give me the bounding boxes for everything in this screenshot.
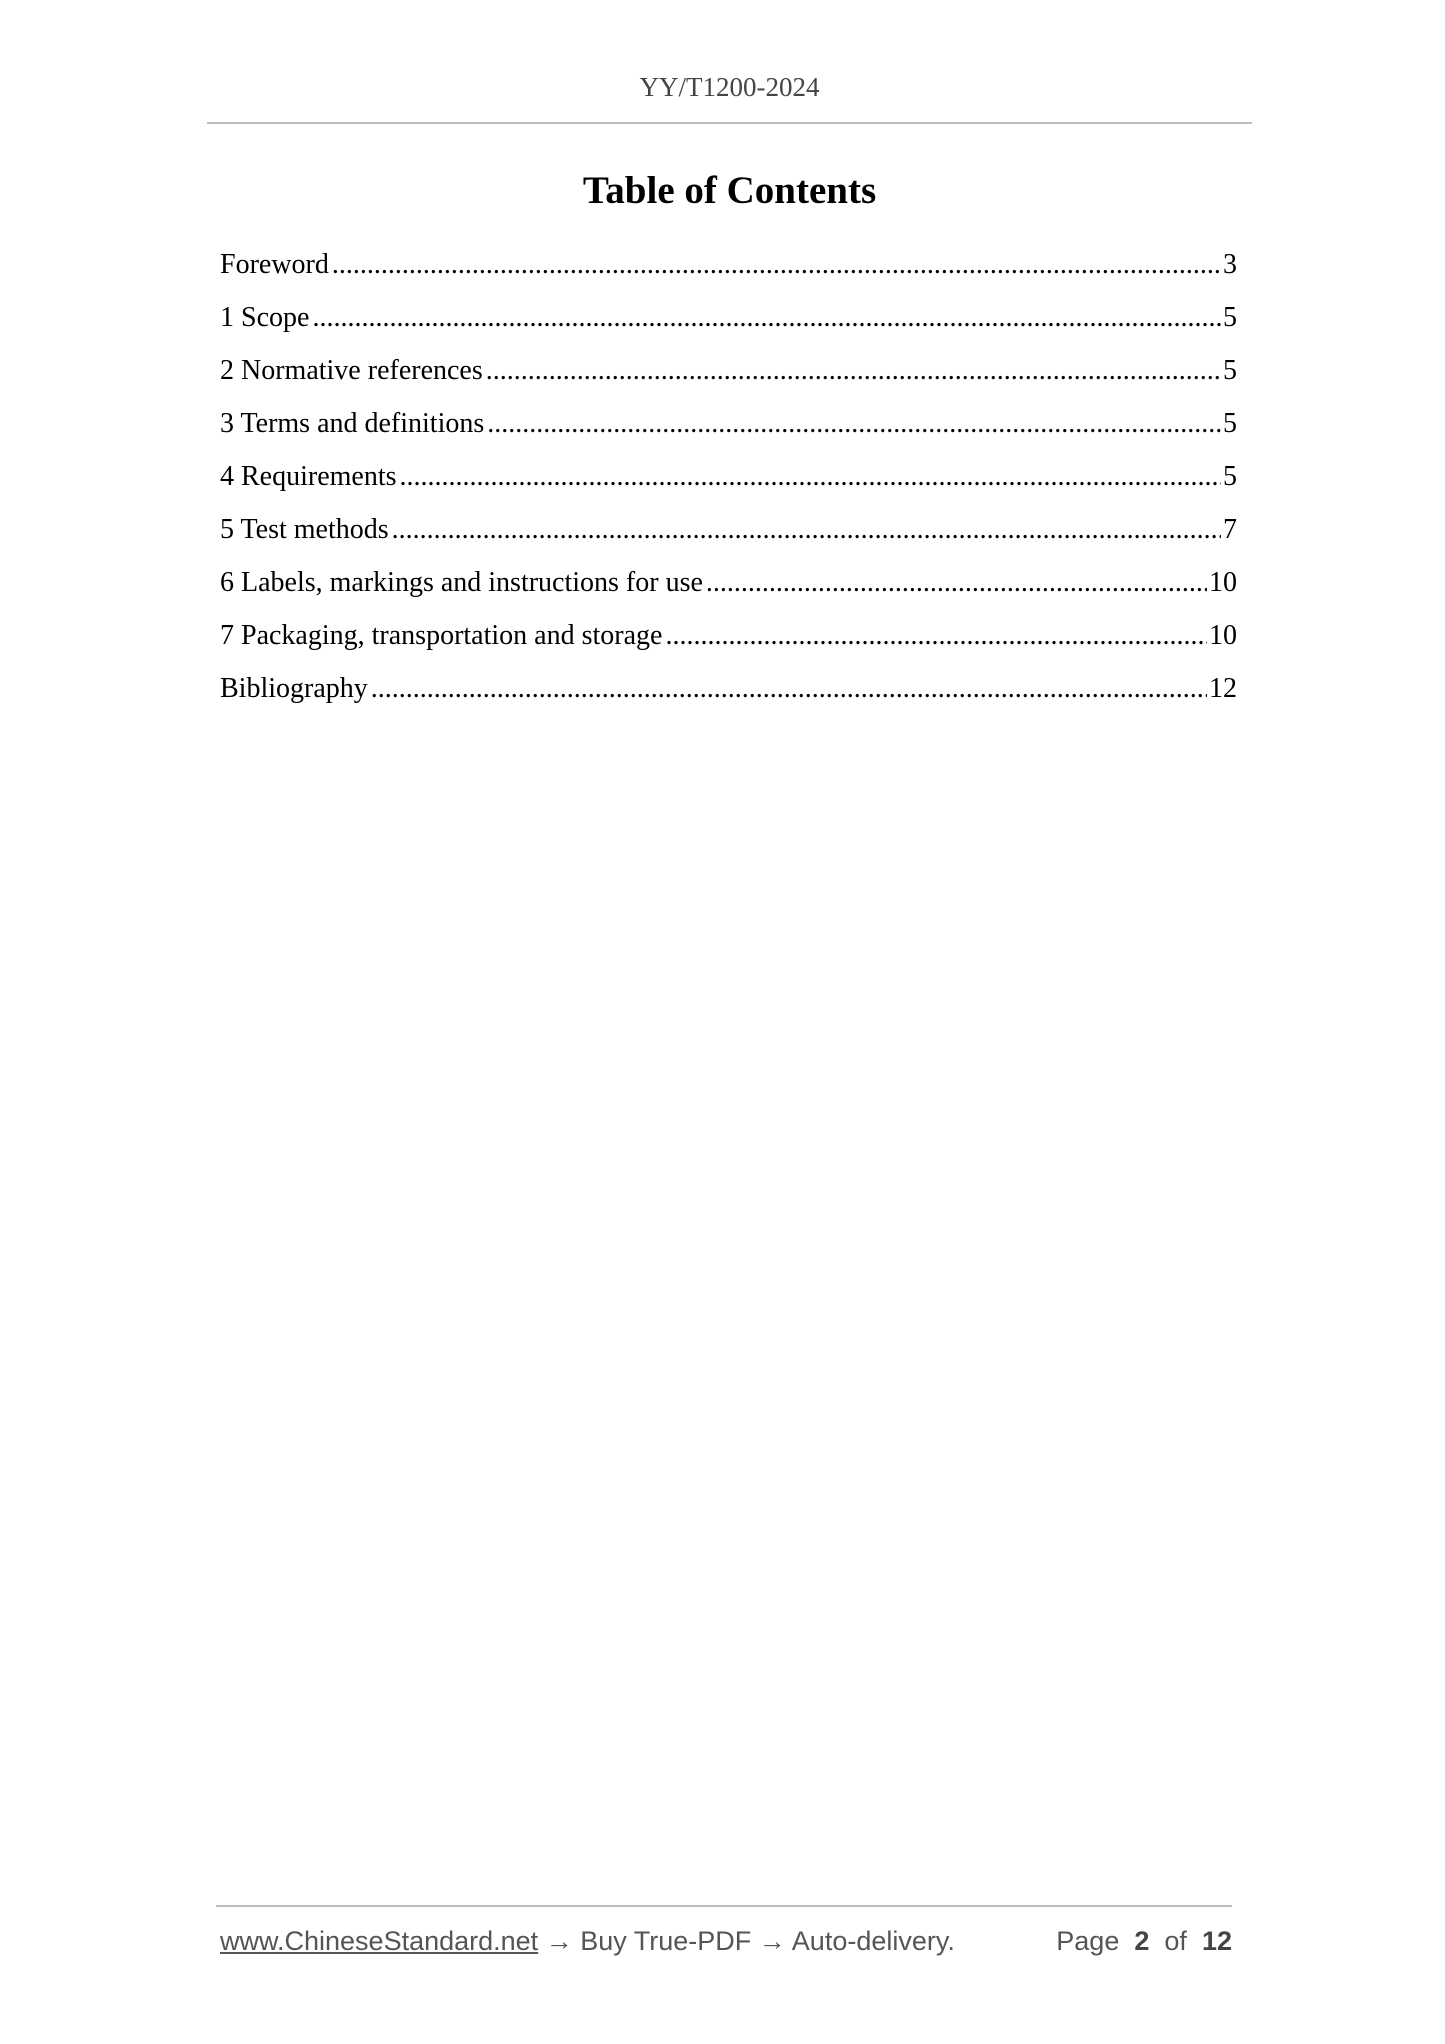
header-divider bbox=[207, 122, 1252, 124]
toc-entry[interactable] bbox=[220, 563, 1237, 616]
footer-divider bbox=[216, 1905, 1232, 1907]
page-footer bbox=[220, 1926, 1232, 1966]
toc-entry[interactable] bbox=[220, 510, 1237, 563]
toc-entry-page: 5 bbox=[1223, 461, 1237, 492]
toc-entry-page: 7 bbox=[1223, 514, 1237, 545]
arrow-right-icon: → bbox=[758, 1926, 786, 1956]
toc-entry[interactable] bbox=[220, 245, 1237, 298]
toc-entry-page: 5 bbox=[1223, 302, 1237, 333]
toc-entry-page: 5 bbox=[1223, 355, 1237, 386]
toc-entry-label: Foreword bbox=[220, 249, 329, 280]
toc-entry[interactable] bbox=[220, 669, 1237, 722]
toc-leader-dots bbox=[706, 563, 1207, 603]
toc-entry[interactable] bbox=[220, 616, 1237, 669]
toc-entry-label: 7 Packaging, transportation and storage bbox=[220, 620, 663, 651]
toc-leader-dots bbox=[486, 351, 1221, 391]
footer-step-delivery: Auto-delivery. bbox=[791, 1926, 955, 1956]
toc-entry-page: 12 bbox=[1209, 673, 1237, 704]
toc-leader-dots bbox=[332, 245, 1221, 285]
toc-entry-page: 10 bbox=[1209, 620, 1237, 651]
toc-leader-dots bbox=[312, 298, 1221, 338]
arrow-right-icon: → bbox=[545, 1926, 573, 1956]
toc-entry-page: 3 bbox=[1223, 249, 1237, 280]
page-word: Page bbox=[1056, 1926, 1120, 1956]
toc-entry-label: 5 Test methods bbox=[220, 514, 389, 545]
toc-entry[interactable] bbox=[220, 298, 1237, 351]
toc-entry-page: 5 bbox=[1223, 408, 1237, 439]
toc-entry-page: 10 bbox=[1209, 567, 1237, 598]
page-header: YY/T1200-2024 bbox=[639, 72, 820, 102]
current-page: 2 bbox=[1134, 1926, 1150, 1956]
website-link[interactable]: www.ChineseStandard.net bbox=[220, 1926, 539, 1956]
toc-entry-label: 3 Terms and definitions bbox=[220, 408, 485, 439]
toc-entry[interactable] bbox=[220, 404, 1237, 457]
toc-leader-dots bbox=[400, 457, 1221, 497]
table-of-contents bbox=[220, 245, 1237, 722]
toc-leader-dots bbox=[487, 404, 1221, 444]
toc-entry-label: 2 Normative references bbox=[220, 355, 483, 386]
toc-entry-label: Bibliography bbox=[220, 673, 368, 704]
toc-title: Table of Contents bbox=[582, 169, 877, 212]
footer-promo bbox=[220, 1926, 955, 1957]
toc-leader-dots bbox=[392, 510, 1221, 550]
toc-leader-dots bbox=[371, 669, 1207, 709]
toc-entry[interactable] bbox=[220, 457, 1237, 510]
toc-entry-label: 4 Requirements bbox=[220, 461, 397, 492]
toc-entry-label: 6 Labels, markings and instructions for use bbox=[220, 567, 703, 598]
total-pages: 12 bbox=[1201, 1926, 1232, 1956]
footer-step-buy: Buy True-PDF bbox=[580, 1926, 752, 1956]
of-word: of bbox=[1164, 1926, 1187, 1956]
toc-entry[interactable] bbox=[220, 351, 1237, 404]
toc-entry-label: 1 Scope bbox=[220, 302, 310, 333]
toc-leader-dots bbox=[665, 616, 1207, 656]
page-number bbox=[1056, 1926, 1232, 1957]
